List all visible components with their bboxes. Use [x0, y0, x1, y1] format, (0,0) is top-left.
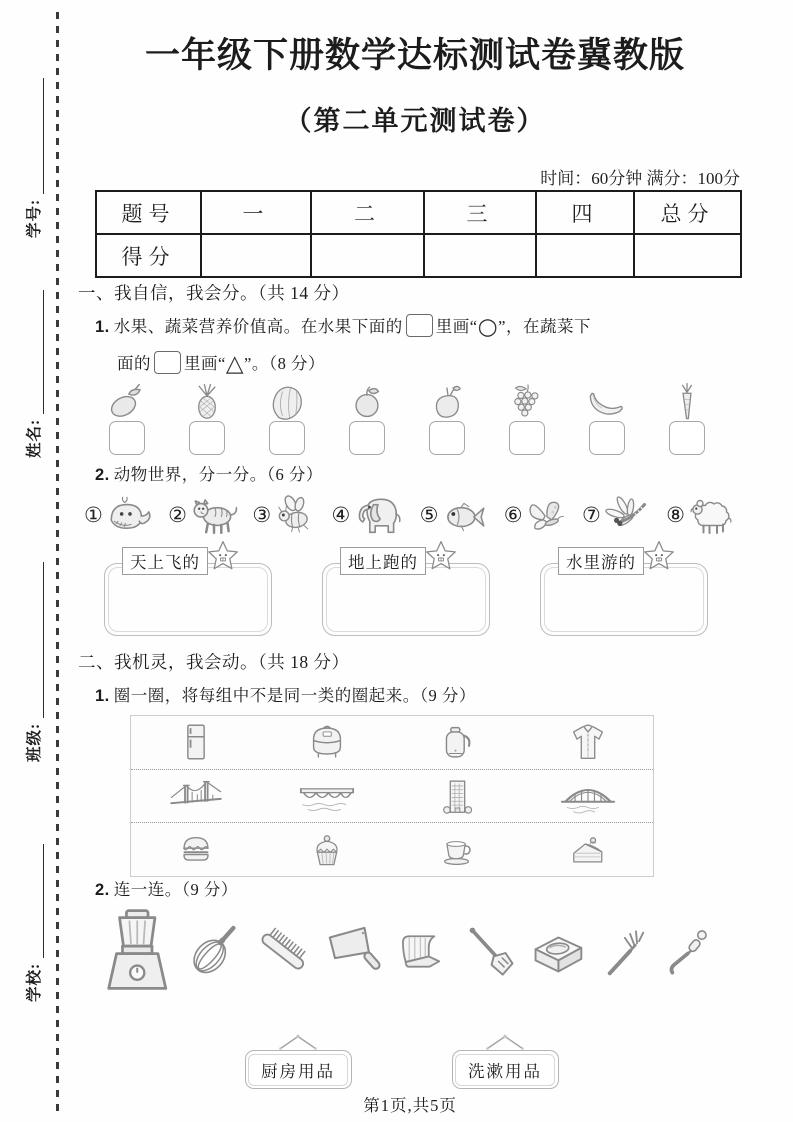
answer-box: [189, 421, 225, 455]
s2q2-number: 2.: [95, 881, 110, 899]
banana-icon: [584, 381, 630, 423]
score-cell-blank: [424, 234, 536, 277]
student-number-blank-line: [30, 78, 44, 194]
s2q1-text: 圈一圈，将每组中不是同一类的圈起来。（9 分）: [113, 686, 476, 705]
cleaver-icon: [318, 917, 389, 989]
answer-box: [269, 421, 305, 455]
s2q1-number: 1.: [95, 687, 110, 705]
grid-cell: [523, 823, 654, 876]
blender-icon: [90, 905, 184, 1001]
cake-slice-icon: [565, 828, 611, 872]
score-cell-blank: [536, 234, 634, 277]
cupcake-icon: [304, 828, 350, 872]
s2q2-text: 连一连。（9 分）: [113, 880, 238, 899]
category-answer-area-inner: [326, 567, 486, 632]
score-row-label: 得分: [96, 234, 201, 277]
star-icon: [641, 539, 677, 575]
grapes-icon: [504, 381, 550, 423]
sidebar-field-school: [22, 844, 44, 1002]
q1-text-f: ”。（8 分）: [244, 354, 325, 373]
grid-cell: [523, 770, 654, 823]
carrot-icon: [664, 381, 710, 423]
pineapple-icon: [184, 381, 230, 423]
name-blank-line: [30, 290, 44, 414]
section2-heading: 二、我机灵，我会动。（共 18 分）: [78, 652, 350, 672]
dragonfly-icon: [602, 491, 654, 539]
category-boxes-row: [102, 546, 710, 638]
bee-icon: [272, 491, 319, 539]
score-table-score-row: [96, 234, 741, 277]
star-icon: [205, 539, 241, 575]
school-label: 学校:: [26, 962, 43, 1002]
category-box-flying: [102, 546, 274, 638]
category-answer-area-inner: [544, 567, 704, 632]
animal-row: [84, 489, 736, 541]
towel-icon: [389, 919, 456, 987]
fruit-cell: [176, 381, 238, 455]
hamburger-icon: [173, 828, 219, 872]
grid-cell: [523, 716, 654, 769]
sheep-icon: [686, 491, 736, 539]
butterfly-icon: [524, 492, 570, 538]
header-part-one: 一: [201, 191, 311, 234]
hanger-icon: [481, 1032, 529, 1052]
answer-box: [589, 421, 625, 455]
fruit-cell: [336, 381, 398, 455]
shirt-icon: [565, 719, 611, 765]
q1-text-b: 里画“: [435, 317, 478, 336]
category-label-swimming: 水里游的: [558, 547, 644, 575]
answer-box: [349, 421, 385, 455]
header-part-two: 二: [311, 191, 424, 234]
header-question-number: 题号: [96, 191, 201, 234]
fruit-cell: [576, 381, 638, 455]
animal-cell: [420, 490, 492, 540]
sidebar-field-student-number: [22, 78, 44, 238]
header-part-three: 三: [424, 191, 536, 234]
animal-number: ⑦: [581, 502, 601, 527]
name-label: 姓名:: [26, 418, 43, 458]
category-label-flying: 天上飞的: [122, 547, 208, 575]
category-answer-area-inner: [108, 567, 268, 632]
grid-row-foods: [131, 822, 653, 876]
grid-cell: [131, 770, 262, 823]
q2-number: 2.: [95, 466, 110, 484]
animal-number: ⑧: [666, 502, 685, 527]
grid-cell: [131, 823, 262, 876]
section2-q1-text: [95, 679, 476, 713]
fruit-cell: [256, 381, 318, 455]
q2-text: 动物世界，分一分。（6 分）: [113, 465, 323, 484]
soap-icon: [523, 917, 594, 989]
toothbrush-icon: [657, 923, 716, 983]
animal-cell: [168, 490, 240, 540]
refrigerator-icon: [173, 719, 219, 765]
answer-box: [509, 421, 545, 455]
comb-icon: [249, 918, 318, 988]
grid-cell: [262, 770, 393, 823]
grid-row-structures: [131, 769, 653, 823]
animal-number: ⑥: [503, 502, 523, 527]
header-part-four: 四: [536, 191, 634, 234]
eggplant-icon: [104, 381, 150, 423]
apple-icon: [344, 381, 390, 423]
section1-q2-text: [95, 458, 323, 492]
category-box-swimming: [538, 546, 710, 638]
score-table: [95, 190, 742, 278]
school-blank-line: [30, 844, 44, 958]
animal-number: ③: [252, 502, 272, 527]
animal-number: ①: [84, 502, 103, 527]
score-table-header-row: [96, 191, 741, 234]
kitchen-supplies-label: 厨房用品: [248, 1054, 348, 1086]
grid-cell: [262, 716, 393, 769]
sidebar-field-name: [22, 290, 44, 458]
fruit-cell: [656, 381, 718, 455]
fruit-vegetable-row: [96, 381, 718, 455]
hanger-icon: [274, 1032, 322, 1052]
fork-icon: [594, 921, 657, 985]
triangle-shape: △: [225, 351, 245, 377]
answer-box: [109, 421, 145, 455]
animal-cell: [331, 489, 407, 541]
washing-supplies-tag: [450, 1032, 560, 1089]
q1-text-e: 里画“: [184, 354, 226, 373]
animal-number: ⑤: [419, 502, 439, 527]
category-box-running: [320, 546, 492, 638]
kettle-icon: [434, 719, 480, 765]
section1-heading: 一、我自信，我会分。（共 14 分）: [78, 283, 350, 303]
circle-shape: ○: [477, 314, 499, 340]
rice-cooker-icon: [303, 719, 351, 765]
header-total: 总分: [634, 191, 741, 234]
fruit-cell: [416, 381, 478, 455]
margin-fold-line: [56, 12, 59, 1112]
page-subtitle: （第二单元测试卷）: [284, 106, 546, 136]
answer-box: [429, 421, 465, 455]
arch-bridge-icon: [294, 773, 360, 819]
score-cell-blank: [634, 234, 741, 277]
steel-arch-bridge-icon: [557, 773, 619, 819]
q1-text-d: 面的: [117, 354, 151, 373]
animal-cell: [84, 490, 156, 540]
score-cell-blank: [311, 234, 424, 277]
animal-cell: [252, 491, 319, 539]
grid-cell: [262, 823, 393, 876]
time-score-info: 时间：60分钟 满分：100分: [540, 169, 740, 188]
animal-number: ②: [168, 502, 187, 527]
odd-one-out-grid: [130, 715, 654, 877]
score-cell-blank: [201, 234, 311, 277]
elephant-icon: [351, 489, 407, 541]
tag-box: [245, 1050, 352, 1089]
tiger-icon: [188, 490, 240, 540]
grid-cell: [131, 716, 262, 769]
category-label-running: 地上跑的: [340, 547, 426, 575]
student-number-label: 学号:: [26, 198, 43, 238]
radish-icon: [424, 381, 470, 423]
kitchen-supplies-tag: [243, 1032, 353, 1089]
answer-box-inline: [406, 314, 433, 337]
class-label: 班级:: [26, 722, 43, 762]
suspension-bridge-icon: [165, 773, 227, 819]
building-icon: [433, 773, 481, 819]
section1-q1-text-line2: [95, 347, 765, 381]
match-items-row: [90, 898, 716, 1008]
answer-box-inline: [154, 351, 181, 374]
animal-cell: [504, 492, 570, 538]
sidebar-field-class: [22, 562, 44, 762]
q1-text-c: ”，在蔬菜下: [498, 317, 591, 336]
q1-number: 1.: [95, 318, 110, 336]
grid-cell: [392, 716, 523, 769]
grid-cell: [392, 770, 523, 823]
animal-cell: [666, 491, 736, 539]
whale-icon: [104, 490, 156, 540]
page-number: 第1页,共5页: [363, 1096, 457, 1115]
tag-box: [452, 1050, 559, 1089]
grid-row-appliances: [131, 716, 653, 769]
fruit-cell: [496, 381, 558, 455]
animal-number: ④: [331, 502, 351, 527]
page-title: 一年级下册数学达标测试卷冀教版: [144, 36, 685, 75]
washing-supplies-label: 洗漱用品: [455, 1054, 555, 1086]
q1-text-a: 水果、蔬菜营养价值高。在水果下面的: [113, 317, 403, 336]
fruit-cell: [96, 381, 158, 455]
answer-box: [669, 421, 705, 455]
grid-cell: [392, 823, 523, 876]
whisk-icon: [184, 920, 249, 986]
coffee-cup-icon: [434, 828, 480, 872]
animal-cell: [582, 491, 654, 539]
class-blank-line: [30, 562, 44, 718]
spatula-icon: [456, 919, 523, 987]
cabbage-icon: [264, 381, 310, 423]
fish-icon: [439, 490, 491, 540]
section1-q1-text-line1: [95, 310, 743, 344]
star-icon: [423, 539, 459, 575]
